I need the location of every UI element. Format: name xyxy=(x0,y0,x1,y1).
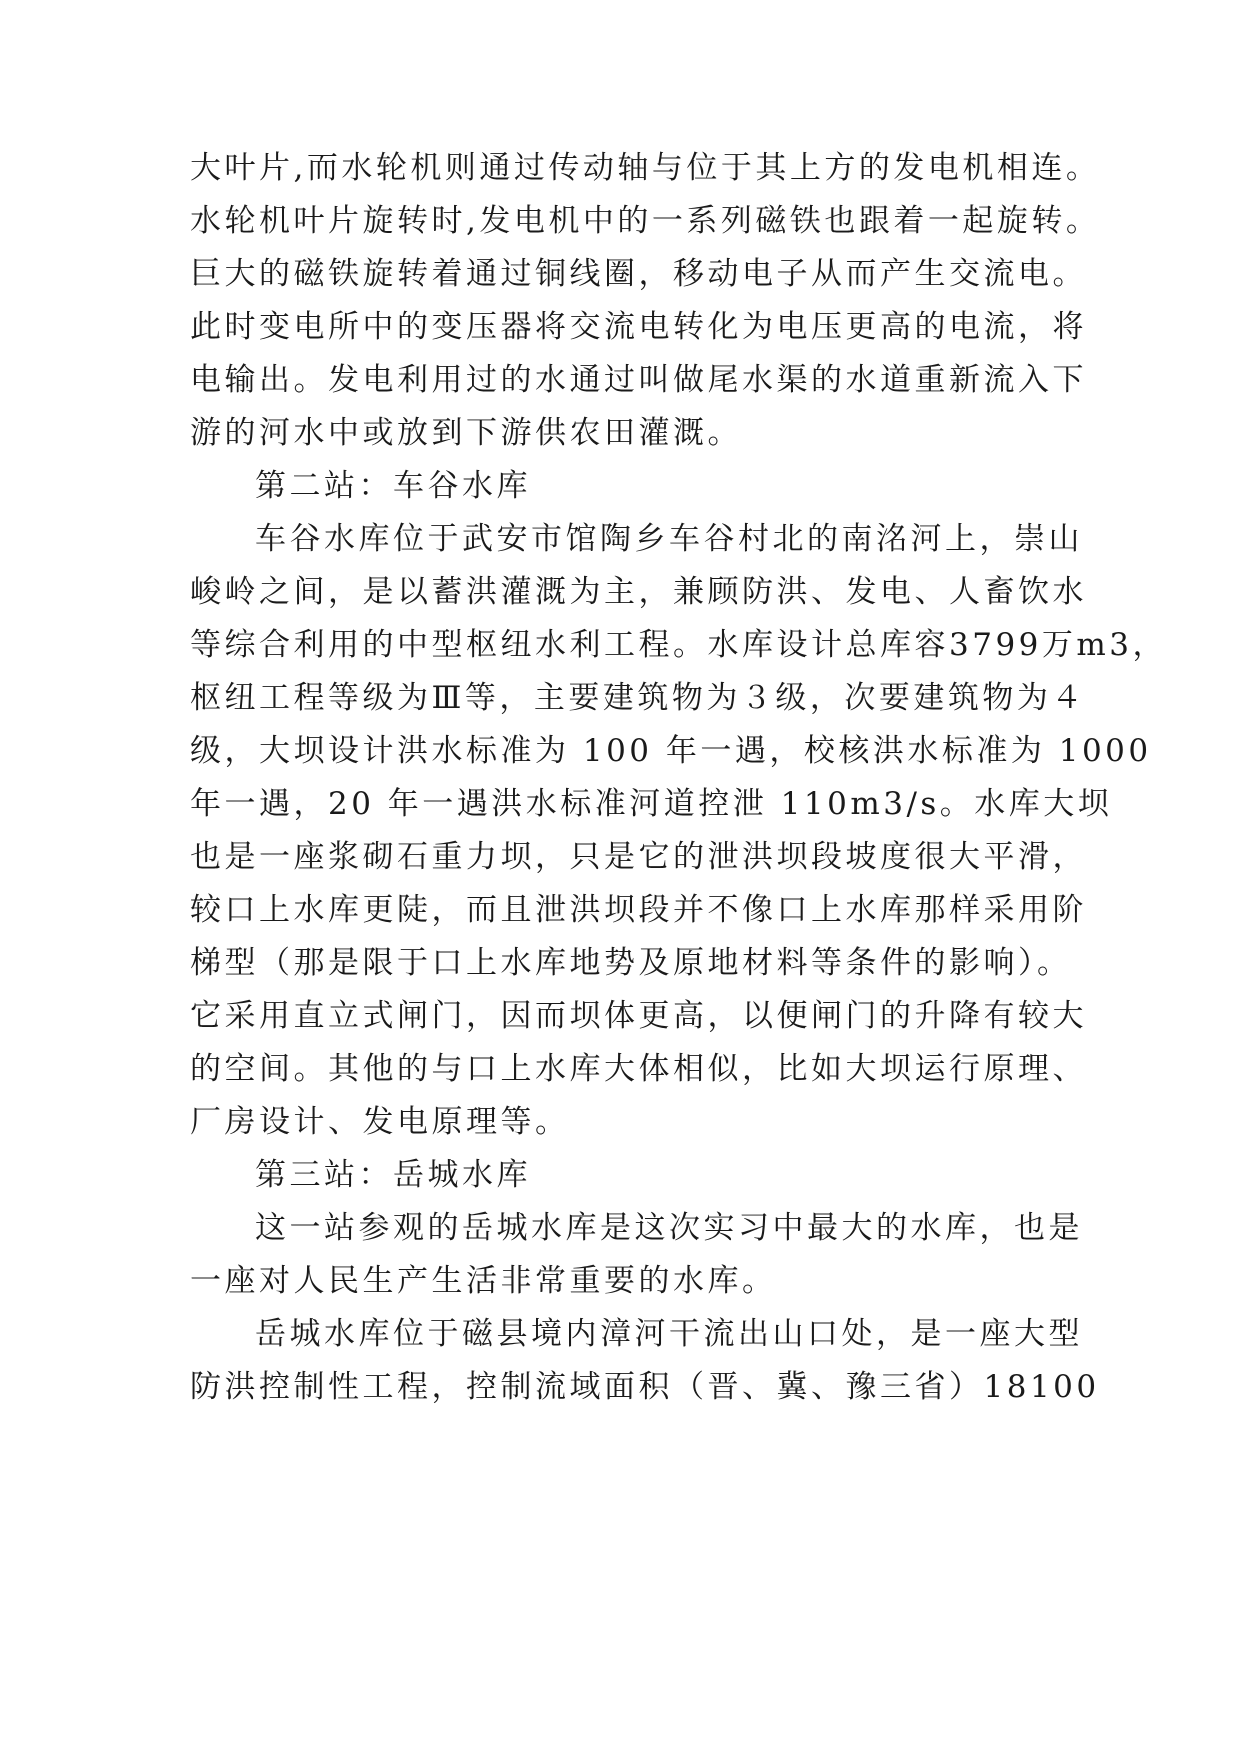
paragraph-line: 电输出。发电利用过的水通过叫做尾水渠的水道重新流入下 xyxy=(190,362,1087,398)
paragraph-line: 的空间。其他的与口上水库大体相似，比如大坝运行原理、 xyxy=(190,1051,1087,1087)
paragraph-line: 车谷水库位于武安市馆陶乡车谷村北的南洺河上，崇山 xyxy=(255,521,1083,557)
paragraph-line: 此时变电所中的变压器将交流电转化为电压更高的电流，将 xyxy=(190,309,1087,345)
paragraph-line: 等综合利用的中型枢纽水利工程。水库设计总库容3799万m3， xyxy=(190,627,1168,663)
paragraph-line: 游的河水中或放到下游供农田灌溉。 xyxy=(190,415,742,451)
paragraph-line: 大叶片,而水轮机则通过传动轴与位于其上方的发电机相连。 xyxy=(190,150,1101,186)
section-heading: 第二站：车谷水库 xyxy=(255,468,531,504)
paragraph-line: 防洪控制性工程，控制流域面积（晋、冀、豫三省）18100 xyxy=(190,1369,1100,1405)
section-heading: 第三站：岳城水库 xyxy=(255,1157,531,1193)
paragraph-line: 较口上水库更陡，而且泄洪坝段并不像口上水库那样采用阶 xyxy=(190,892,1087,928)
paragraph-line: 巨大的磁铁旋转着通过铜线圈，移动电子从而产生交流电。 xyxy=(190,256,1087,292)
paragraph-line: 一座对人民生产生活非常重要的水库。 xyxy=(190,1263,777,1299)
paragraph-line: 岳城水库位于磁县境内漳河干流出山口处，是一座大型 xyxy=(255,1316,1083,1352)
paragraph-line: 也是一座浆砌石重力坝，只是它的泄洪坝段坡度很大平滑， xyxy=(190,839,1087,875)
paragraph-line: 水轮机叶片旋转时,发电机中的一系列磁铁也跟着一起旋转。 xyxy=(190,203,1101,239)
paragraph-line: 级，大坝设计洪水标准为 100 年一遇，校核洪水标准为 1000 xyxy=(190,733,1152,769)
paragraph-line: 厂房设计、发电原理等。 xyxy=(190,1104,570,1140)
paragraph-line: 它采用直立式闸门，因而坝体更高，以便闸门的升降有较大 xyxy=(190,998,1087,1034)
paragraph-line: 年一遇，20 年一遇洪水标准河道控泄 110m3/s。水库大坝 xyxy=(190,786,1113,822)
paragraph-line: 峻岭之间，是以蓄洪灌溉为主，兼顾防洪、发电、人畜饮水 xyxy=(190,574,1087,610)
paragraph-line: 梯型（那是限于口上水库地势及原地材料等条件的影响）。 xyxy=(190,945,1072,981)
paragraph-line: 这一站参观的岳城水库是这次实习中最大的水库，也是 xyxy=(255,1210,1083,1246)
paragraph-line: 枢纽工程等级为Ⅲ等，主要建筑物为３级，次要建筑物为４ xyxy=(190,680,1086,716)
